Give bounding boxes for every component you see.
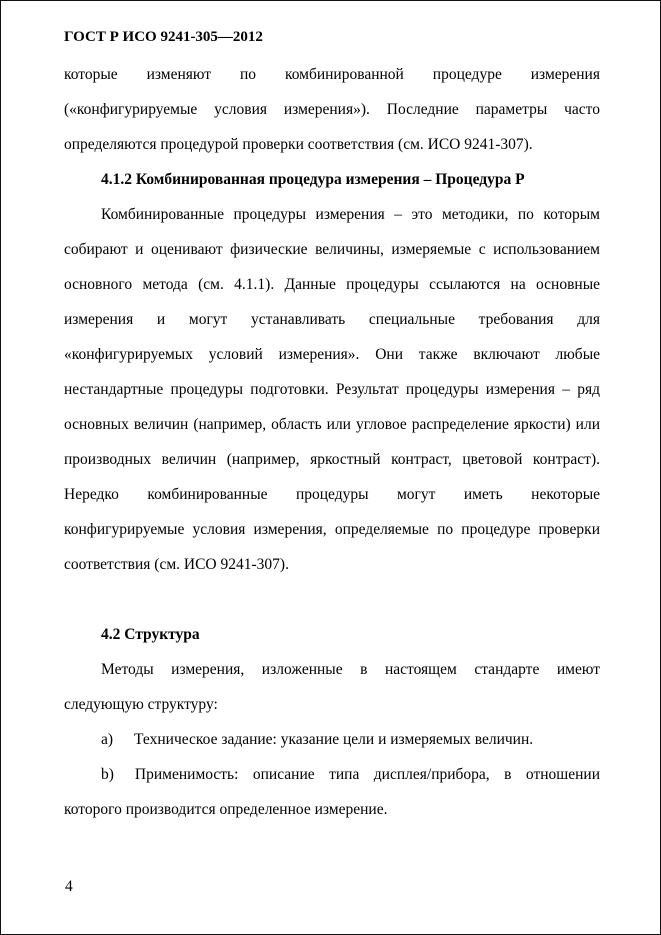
paragraph-intro: которые изменяют по комбинированной процедуре измерения («конфигурируемые условия измерения»). Последние параметры часто определяются процедурой проверки соответствия (см. ИСО 9241-307). xyxy=(64,66,600,153)
list-item-a xyxy=(64,722,600,757)
page-number: 4 xyxy=(65,878,73,895)
document-content xyxy=(64,26,600,827)
list-item-b-text: Применимость: описание типа дисплея/прибора, в отношении которого производится определенное измерение. xyxy=(64,766,600,818)
list-marker-b: b) xyxy=(101,766,114,783)
paragraph-4-1-2: Комбинированные процедуры измерения – это методики, по которым собирают и оценивают физические величины, измеряемые с использованием основного метода (см. 4.1.1). Данные процедуры ссылаются на основные измерения и могут устанавливать специальные требования для «конфигурируемых условий измерения». Они также включают любые нестандартные процедуры подготовки. Результат процедуры измерения – ряд основных величин (например, область или угловое распределение яркости) или производных величин (например, яркостный контраст, цветовой контраст). Нередко комбинированные процедуры могут иметь некоторые конфигурируемые условия измерения, определяемые по процедуре проверки соответствия (см. ИСО 9241-307). xyxy=(64,206,600,573)
list-item-b xyxy=(64,757,600,827)
paragraph-4-2: Методы измерения, изложенные в настоящем стандарте имеют следующую структуру: xyxy=(64,661,600,713)
section-heading-4-1-2: 4.1.2 Комбинированная процедура измерения – Процедура P xyxy=(101,171,525,188)
list-marker-a: a) xyxy=(101,731,114,748)
list-item-a-text: Техническое задание: указание цели и измеряемых величин. xyxy=(134,731,534,748)
document-header: ГОСТ Р ИСО 9241-305—2012 xyxy=(64,29,263,45)
section-heading-4-2: 4.2 Структура xyxy=(101,626,200,643)
